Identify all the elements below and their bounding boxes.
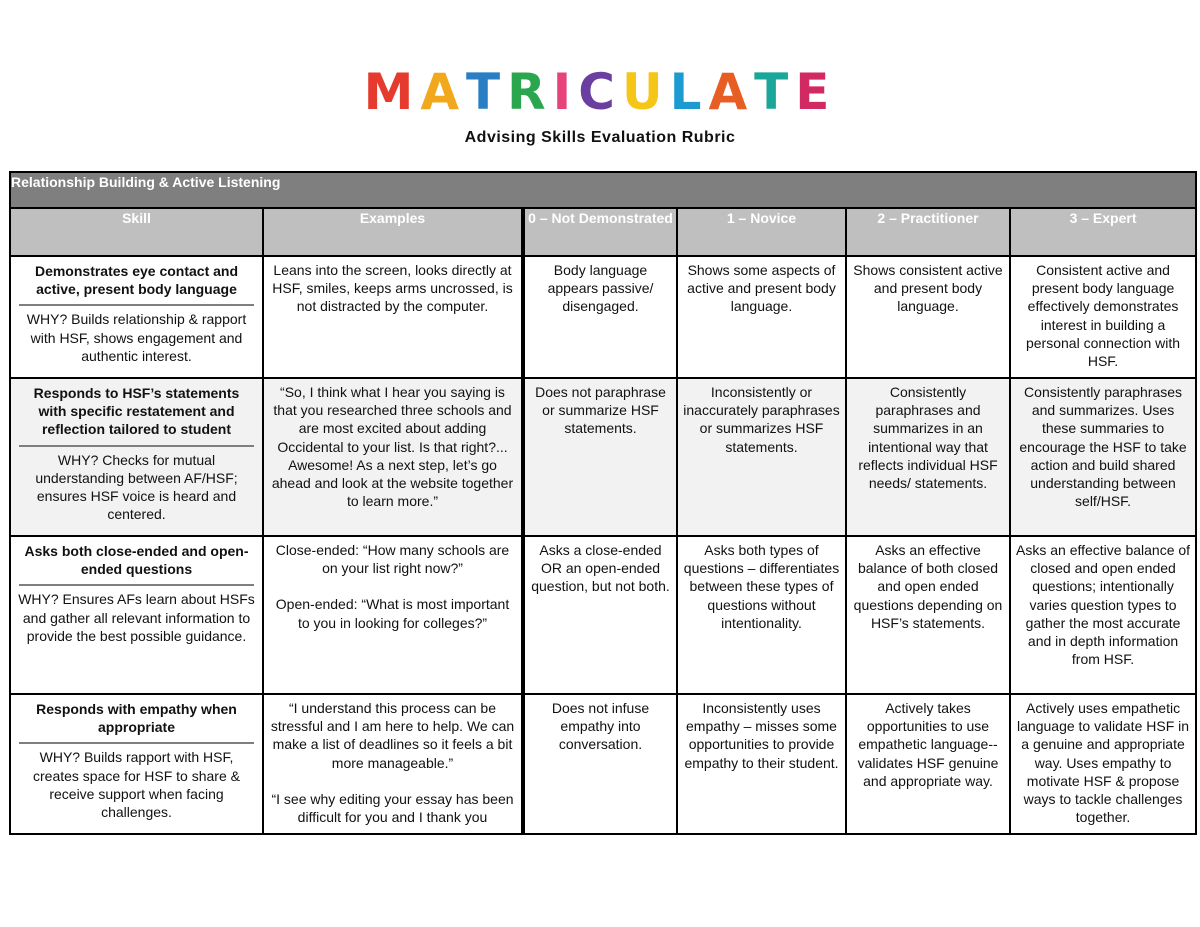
skill-title: Responds with empathy when appropriate	[36, 701, 237, 736]
examples-cell	[263, 536, 523, 694]
logo-letter: I	[552, 63, 579, 121]
examples-cell	[263, 256, 523, 378]
skill-title: Asks both close-ended and open-ended questions	[24, 543, 249, 578]
page-subtitle: Advising Skills Evaluation Rubric	[464, 129, 736, 146]
level-3-cell: Actively uses empathetic language to validate HSF in a genuine and appropriate way. Uses empathy to motivate HSF & propose ways to tackle challenges together.	[1010, 694, 1196, 834]
skill-cell	[10, 378, 263, 536]
header-level-1: 1 – Novice	[677, 208, 846, 256]
level-2-cell: Actively takes opportunities to use empathetic language-- validates HSF genuine and appropriate way.	[846, 694, 1010, 834]
example-text: Open-ended: “What is most important to you in looking for colleges?”	[275, 596, 510, 631]
rubric-table	[9, 171, 1197, 835]
logo-letter: A	[420, 63, 467, 121]
section-title: Relationship Building & Active Listening	[10, 172, 1196, 208]
skill-why: WHY? Ensures AFs learn about HSFs and gather all relevant information to provide the best possible guidance.	[18, 591, 255, 644]
logo-letter: C	[578, 63, 622, 121]
level-2-cell: Shows consistent active and present body language.	[846, 256, 1010, 378]
example-text: “I see why editing your essay has been difficult for you and I thank you	[271, 790, 514, 826]
level-0-cell: Does not paraphrase or summarize HSF statements.	[523, 378, 677, 536]
header-examples: Examples	[263, 208, 523, 256]
skill-cell	[10, 256, 263, 378]
header-level-0: 0 – Not Demonstrated	[523, 208, 677, 256]
table-row	[10, 694, 1196, 834]
level-2-cell: Asks an effective balance of both closed and open ended questions depending on HSF’s statements.	[846, 536, 1010, 694]
table-row	[10, 256, 1196, 378]
logo-letter: L	[669, 63, 709, 121]
table-row	[10, 536, 1196, 694]
logo-letter: E	[795, 63, 837, 121]
examples-cell	[263, 378, 523, 536]
example-text: Leans into the screen, looks directly at HSF, smiles, keeps arms uncrossed, is not distracted by the computer.	[272, 262, 513, 315]
column-header-row	[10, 208, 1196, 256]
level-3-cell: Consistently paraphrases and summarizes. Uses these summaries to encourage the HSF to take action and build shared understanding between self/HSF.	[1010, 378, 1196, 536]
level-1-cell: Inconsistently uses empathy – misses some opportunities to provide empathy to their student.	[677, 694, 846, 834]
header-level-2: 2 – Practitioner	[846, 208, 1010, 256]
logo-letter: T	[466, 63, 508, 121]
skill-title: Responds to HSF’s statements with specific restatement and reflection tailored to student	[33, 385, 240, 438]
level-2-cell: Consistently paraphrases and summarizes in an intentional way that reflects individual HSF needs/ statements.	[846, 378, 1010, 536]
level-3-cell: Consistent active and present body language effectively demonstrates interest in building a personal connection with HSF.	[1010, 256, 1196, 378]
level-0-cell: Body language appears passive/ disengaged.	[523, 256, 677, 378]
skill-cell	[10, 536, 263, 694]
example-text: Close-ended: “How many schools are on your list right now?”	[275, 542, 510, 577]
header-level-3: 3 – Expert	[1010, 208, 1196, 256]
example-text: “So, I think what I hear you saying is that you researched three schools and are most excited about adding Occidental to your list. Is that right?... Awesome! As a next step, let’s go ahead and look at the website together to learn more.”	[271, 384, 514, 510]
logo-letter: A	[708, 63, 755, 121]
level-1-cell: Asks both types of questions – differentiates between these types of questions without intentionality.	[677, 536, 846, 694]
logo-letter: U	[621, 63, 670, 121]
level-0-cell: Does not infuse empathy into conversation.	[523, 694, 677, 834]
skill-why: WHY? Builds relationship & rapport with HSF, shows engagement and authentic interest.	[26, 311, 247, 364]
logo-letter: M	[363, 63, 421, 121]
level-1-cell: Inconsistently or inaccurately paraphrases or summarizes HSF statements.	[677, 378, 846, 536]
section-header-row	[10, 172, 1196, 208]
matriculate-logo	[0, 63, 1200, 121]
skill-why: WHY? Checks for mutual understanding between AF/HSF; ensures HSF voice is heard and centered.	[35, 451, 238, 523]
example-text: “I understand this process can be stressful and I am here to help. We can make a list of deadlines so it feels a bit more manageable.”	[270, 700, 515, 771]
skill-why: WHY? Builds rapport with HSF, creates space for HSF to share & receive support when facing challenges.	[33, 749, 240, 821]
logo-letter: T	[754, 63, 796, 121]
level-1-cell: Shows some aspects of active and present body language.	[677, 256, 846, 378]
skill-title: Demonstrates eye contact and active, present body language	[34, 263, 239, 298]
level-3-cell: Asks an effective balance of closed and open ended questions; intentionally varies question types to gather the most accurate and in depth information from HSF.	[1010, 536, 1196, 694]
header-skill: Skill	[10, 208, 263, 256]
examples-cell	[263, 694, 523, 834]
table-row	[10, 378, 1196, 536]
logo-letter: R	[507, 63, 553, 121]
level-0-cell: Asks a close-ended OR an open-ended question, but not both.	[523, 536, 677, 694]
skill-cell	[10, 694, 263, 834]
